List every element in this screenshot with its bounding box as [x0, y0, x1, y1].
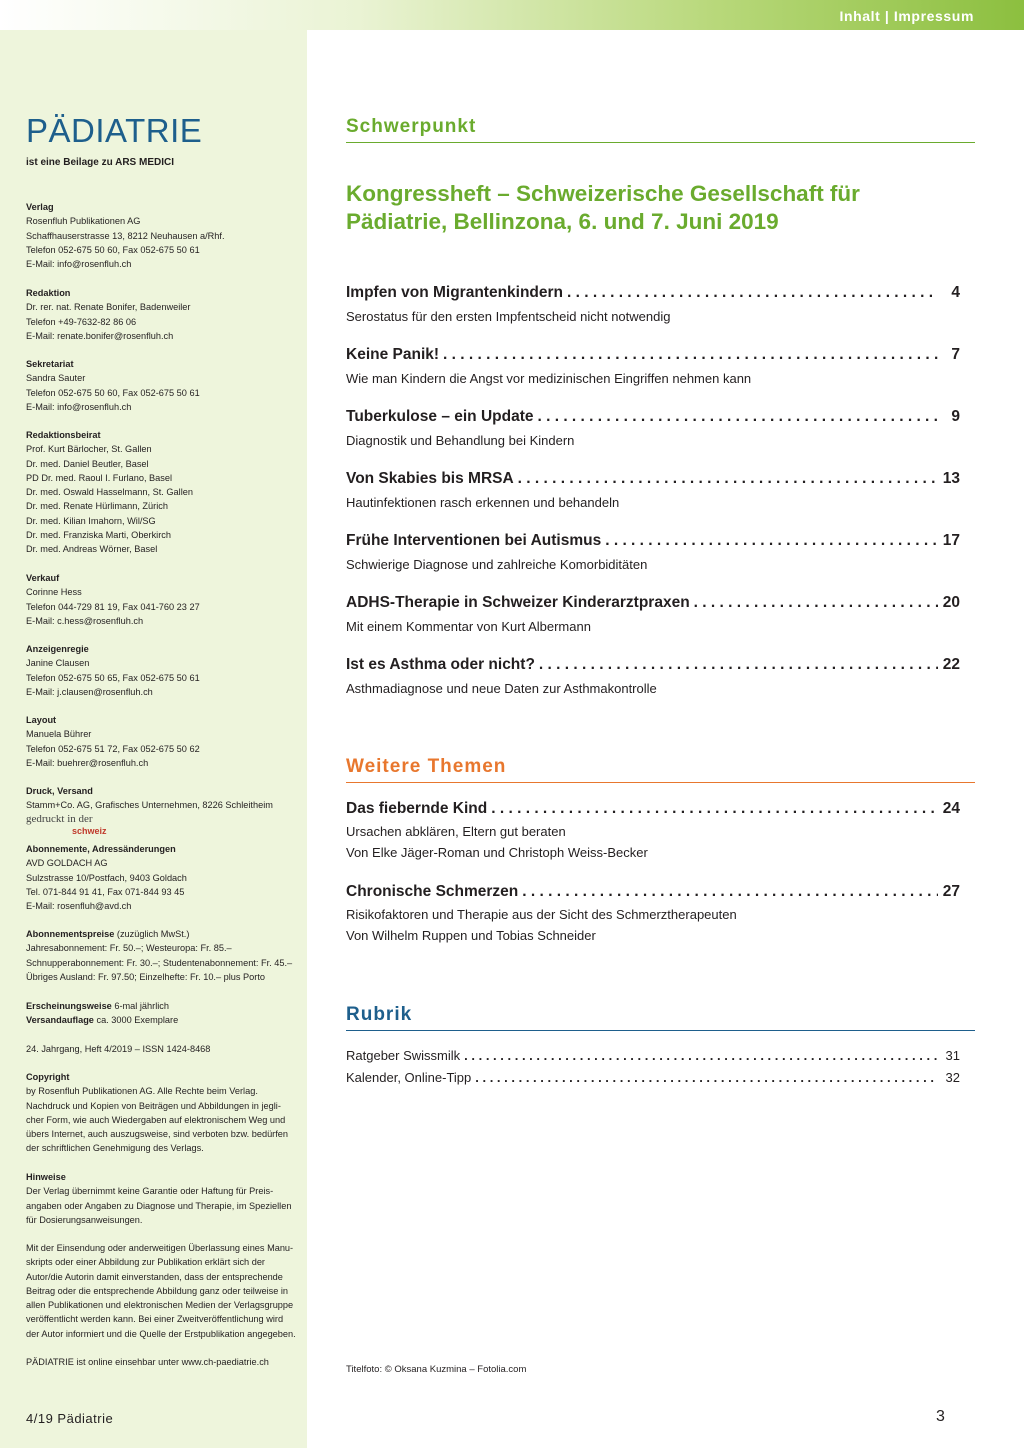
toc-leader: [475, 1070, 938, 1085]
impressum-line: Corinne Hess: [26, 587, 82, 598]
impressum-line: Telefon 044-729 81 19, Fax 041-760 23 27: [26, 601, 200, 612]
toc-leader: [522, 883, 938, 901]
impressum-line: Stamm+Co. AG, Grafisches Unternehmen, 8226 Schleitheim: [26, 800, 273, 811]
impressum-heading: Druck, Versand: [26, 786, 93, 796]
brand-subtitle: ist eine Beilage zu ARS MEDICI: [26, 157, 174, 168]
toc-title[interactable]: Ist es Asthma oder nicht?: [346, 656, 535, 673]
toc-leader: [694, 594, 938, 612]
impressum-heading-suffix: (zuzüglich MwSt.): [114, 929, 190, 939]
impressum-line: Schaffhauserstrasse 13, 8212 Neuhausen a/Rhf.: [26, 230, 225, 241]
toc-title[interactable]: Ratgeber Swissmilk: [346, 1048, 461, 1063]
impressum-line: skripts oder einer Abbildung zur Publikation erklärt sich der: [26, 1257, 265, 1268]
toc-subtitle: Risikofaktoren und Therapie aus der Sicht des Schmerztherapeuten: [346, 907, 737, 922]
toc-subtitle: Diagnostik und Behandlung bei Kindern: [346, 433, 575, 448]
impressum-line: Manuela Bührer: [26, 729, 92, 740]
impressum-line: E-Mail: buehrer@rosenfluh.ch: [26, 757, 149, 768]
toc-author: Von Wilhelm Ruppen und Tobias Schneider: [346, 928, 596, 943]
impressum-line: Nachdruck und Kopien von Beiträgen und Abbildungen in jegli-: [26, 1100, 281, 1111]
toc-leader: [518, 470, 938, 488]
toc-author: Von Elke Jäger-Roman und Christoph Weiss-Becker: [346, 845, 648, 860]
impressum-line: Telefon +49-7632-82 86 06: [26, 316, 137, 327]
footer-issue: 4/19 Pädiatrie: [26, 1411, 114, 1426]
logo-text: gedruckt in der: [26, 812, 93, 825]
toc-item[interactable]: [346, 532, 960, 575]
impressum-line: cher Form, wie auch Wiedergaben auf elektronischem Weg und: [26, 1114, 286, 1125]
toc-page: 9: [951, 408, 960, 425]
impressum-heading: Layout: [26, 715, 57, 725]
impressum-line: angaben oder Angaben zu Diagnose und Therapie, im Speziellen: [26, 1200, 292, 1211]
photo-credit: Titelfoto: © Oksana Kuzmina – Fotolia.com: [346, 1364, 527, 1375]
impressum-line: Sulzstrasse 10/Postfach, 9403 Goldach: [26, 872, 187, 883]
impressum-line: E-Mail: j.clausen@rosenfluh.ch: [26, 686, 153, 697]
section-heading-rubrik: Rubrik: [346, 1004, 975, 1031]
impressum-line: Dr. med. Renate Hürlimann, Zürich: [26, 501, 168, 512]
toc-subtitle: Ursachen abklären, Eltern gut beraten: [346, 824, 566, 839]
impressum-line: Beitrag oder die entsprechende Abbildung ganz oder teilweise in: [26, 1285, 289, 1296]
gedruckt-in-der-schweiz-logo: [26, 813, 306, 837]
toc-subtitle: Schwierige Diagnose und zahlreiche Komorbiditäten: [346, 557, 648, 572]
brand-logo: PÄDIATRIE: [26, 112, 203, 149]
impressum-line: Mit der Einsendung oder anderweitigen Überlassung eines Manu-: [26, 1243, 294, 1253]
toc-title[interactable]: Keine Panik!: [346, 346, 440, 363]
toc-item[interactable]: [346, 284, 960, 327]
toc-item[interactable]: [346, 594, 960, 637]
impressum-layout: [26, 713, 306, 770]
impressum-line: Sandra Sauter: [26, 373, 86, 384]
toc-item[interactable]: [346, 408, 960, 451]
impressum-verkauf: [26, 571, 306, 628]
toc-title[interactable]: Chronische Schmerzen: [346, 883, 519, 900]
impressum-preise: [26, 927, 306, 984]
toc-item[interactable]: [346, 656, 960, 699]
impressum-heading: Redaktion: [26, 288, 71, 298]
impressum-line: Schnupperabonnement: Fr. 30.–; Studentenabonnement: Fr. 45.–: [26, 957, 293, 968]
impressum-value: ca. 3000 Exemplare: [93, 1015, 179, 1026]
impressum-line: AVD GOLDACH AG: [26, 858, 108, 869]
impressum-line: Telefon 052-675 50 65, Fax 052-675 50 61: [26, 672, 200, 683]
header-bar: [0, 0, 1024, 30]
impressum-line: Der Verlag übernimmt keine Garantie oder Haftung für Preis-: [26, 1186, 274, 1197]
impressum-line: Prof. Kurt Bärlocher, St. Gallen: [26, 444, 152, 455]
toc-leader: [605, 532, 938, 550]
toc-title[interactable]: Das fiebernde Kind: [346, 800, 488, 817]
impressum-line: Tel. 071-844 91 41, Fax 071-844 93 45: [26, 886, 185, 897]
impressum-line: Janine Clausen: [26, 658, 90, 669]
impressum-beirat: [26, 428, 306, 557]
toc-page: 24: [942, 800, 960, 817]
impressum-line: E-Mail: c.hess@rosenfluh.ch: [26, 615, 144, 626]
toc-subtitle: Serostatus für den ersten Impfentscheid nicht notwendig: [346, 309, 671, 324]
impressum-sekretariat: [26, 357, 306, 414]
issue-headline: Kongressheft – Schweizerische Gesellschaft für Pädiatrie, Bellinzona, 6. und 7. Juni 2019: [346, 181, 860, 234]
impressum-druck: [26, 784, 306, 837]
logo-text-schweiz: schweiz: [72, 825, 107, 836]
impressum-einsendung: [26, 1241, 306, 1341]
impressum-line: E-Mail: renate.bonifer@rosenfluh.ch: [26, 330, 174, 341]
toc-item[interactable]: [346, 346, 960, 389]
toc-item[interactable]: [346, 470, 960, 513]
toc-item[interactable]: [346, 800, 960, 863]
impressum-line: für Dosierungsanweisungen.: [26, 1214, 143, 1225]
toc-page: 7: [951, 346, 960, 363]
impressum-line: Telefon 052-675 50 60, Fax 052-675 50 61: [26, 244, 200, 255]
impressum-line: E-Mail: info@rosenfluh.ch: [26, 259, 132, 270]
impressum-heading: Anzeigenregie: [26, 644, 89, 654]
impressum-hinweis: [26, 1170, 306, 1227]
impressum-line: Autor/die Autorin damit einverstanden, dass der entsprechende: [26, 1271, 283, 1282]
impressum-label: Erscheinungsweise: [26, 1001, 112, 1011]
impressum-line: E-Mail: info@rosenfluh.ch: [26, 401, 132, 412]
impressum-line: by Rosenfluh Publikationen AG. Alle Rechte beim Verlag.: [26, 1086, 258, 1097]
impressum-heading: Redaktionsbeirat: [26, 430, 101, 440]
impressum-jahrgang: 24. Jahrgang, Heft 4/2019 – ISSN 1424-8468: [26, 1044, 211, 1054]
impressum-line: Dr. med. Kilian Imahorn, Wil/SG: [26, 515, 156, 526]
toc-leader: [537, 408, 938, 426]
impressum-line: Telefon 052-675 50 60, Fax 052-675 50 61: [26, 387, 200, 398]
toc-title[interactable]: Tuberkulose – ein Update: [346, 408, 534, 425]
toc-title[interactable]: ADHS-Therapie in Schweizer Kinderarztpraxen: [346, 594, 690, 611]
toc-item[interactable]: [346, 1048, 960, 1063]
impressum-line: PD Dr. med. Raoul I. Furlano, Basel: [26, 472, 173, 483]
impressum-heading: Verkauf: [26, 573, 60, 583]
impressum-heading: Abonnementspreise: [26, 929, 115, 939]
toc-title[interactable]: Frühe Interventionen bei Autismus: [346, 532, 602, 549]
toc-leader: [443, 346, 938, 364]
toc-title[interactable]: Impfen von Migrantenkindern: [346, 284, 564, 301]
toc-subtitle: Hautinfektionen rasch erkennen und behandeln: [346, 495, 620, 510]
section-heading-weitere-themen: Weitere Themen: [346, 756, 975, 783]
toc-leader: [539, 656, 938, 674]
toc-page: 32: [945, 1070, 960, 1085]
toc-page: 31: [945, 1048, 960, 1063]
section-label: Inhalt | Impressum: [839, 8, 974, 24]
impressum-copyright: [26, 1070, 306, 1156]
toc-page: 4: [951, 284, 960, 301]
toc-page: 22: [942, 656, 960, 673]
impressum-line: Dr. med. Andreas Wörner, Basel: [26, 544, 158, 555]
impressum-label: Versandauflage: [26, 1015, 94, 1026]
toc-page: 20: [942, 594, 960, 611]
toc-subtitle: Wie man Kindern die Angst vor medizinischen Eingriffen nehmen kann: [346, 371, 752, 386]
impressum-redaktion: [26, 286, 306, 343]
toc-title[interactable]: Von Skabies bis MRSA: [346, 470, 514, 487]
impressum-erscheinung: [26, 999, 306, 1028]
impressum-line: Übriges Ausland: Fr. 97.50; Einzelhefte: Fr. 10.– plus Porto: [26, 971, 266, 982]
toc-page: 17: [942, 532, 960, 549]
impressum-line: Jahresabonnement: Fr. 50.–; Westeuropa: Fr. 85.–: [26, 943, 232, 954]
toc-leader: [567, 284, 938, 302]
impressum-anzeigen: [26, 642, 306, 699]
toc-page: 27: [942, 883, 960, 900]
toc-title[interactable]: Kalender, Online-Tipp: [346, 1070, 472, 1085]
impressum-line: Dr. med. Oswald Hasselmann, St. Gallen: [26, 487, 193, 498]
impressum-value: 6-mal jährlich: [111, 1001, 169, 1011]
toc-subtitle: Mit einem Kommentar von Kurt Albermann: [346, 619, 591, 634]
impressum-verlag: [26, 200, 306, 271]
impressum-line: veröffentlicht werden kann. Bei einer Zweitveröffentlichung wird: [26, 1314, 284, 1325]
impressum-line: Dr. med. Daniel Beutler, Basel: [26, 458, 149, 469]
impressum-line: der schriftlichen Genehmigung des Verlags.: [26, 1143, 204, 1154]
toc-leader: [464, 1048, 938, 1063]
impressum-heading: Abonnemente, Adressänderungen: [26, 844, 176, 854]
page-number: 3: [936, 1408, 945, 1425]
toc-page: 13: [942, 470, 960, 487]
impressum-heading: Copyright: [26, 1072, 70, 1082]
impressum-line: Dr. rer. nat. Renate Bonifer, Badenweiler: [26, 302, 191, 313]
impressum-line: Rosenfluh Publikationen AG: [26, 216, 141, 227]
toc-item[interactable]: [346, 883, 960, 946]
impressum-line: der Autor informiert und die Quelle der Erstpublikation angegeben.: [26, 1328, 296, 1339]
impressum-online: PÄDIATRIE ist online einsehbar unter www.ch-paediatrie.ch: [26, 1357, 269, 1367]
impressum-line: übers Internet, auch auszugsweise, sind verboten bzw. bedürfen: [26, 1129, 289, 1140]
impressum-line: E-Mail: rosenfluh@avd.ch: [26, 901, 132, 912]
impressum-abo: [26, 842, 306, 913]
impressum-heading: Hinweise: [26, 1172, 66, 1182]
toc-item[interactable]: [346, 1070, 960, 1085]
impressum-line: allen Publikationen und elektronischen Medien der Verlagsgruppe: [26, 1300, 294, 1311]
section-heading-schwerpunkt: Schwerpunkt: [346, 116, 975, 143]
toc-subtitle: Asthmadiagnose und neue Daten zur Asthmakontrolle: [346, 681, 657, 696]
impressum-line: Telefon 052-675 51 72, Fax 052-675 50 62: [26, 743, 200, 754]
impressum-line: Dr. med. Franziska Marti, Oberkirch: [26, 530, 171, 541]
impressum-heading: Sekretariat: [26, 359, 74, 369]
toc-leader: [491, 800, 938, 818]
impressum-heading: Verlag: [26, 202, 54, 212]
